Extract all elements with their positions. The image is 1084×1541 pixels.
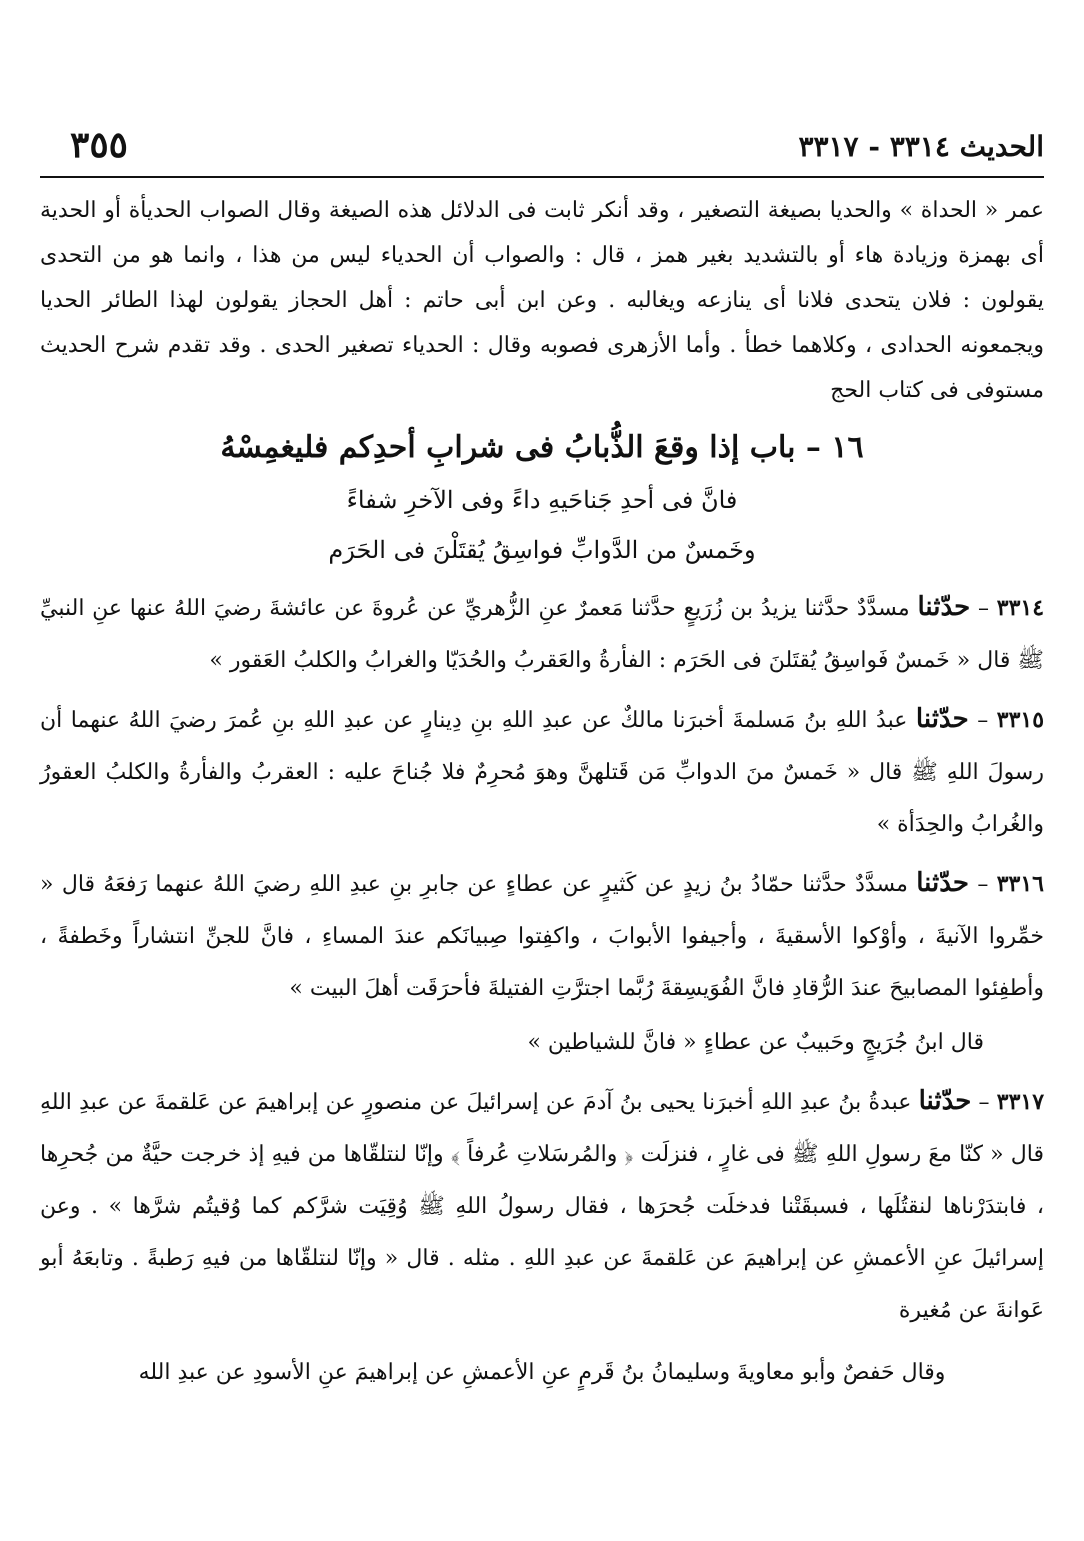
hadith-opening: حدّثنا xyxy=(916,868,969,898)
narration-note: قال ابنُ جُرَيجٍ وحَبيبٌ عن عطاءٍ « فانَّ للشياطين » xyxy=(527,1030,984,1055)
intro-paragraph: عمر « الحداة » والحديا بصيغة التصغير ، وقد أنكر ثابت فى الدلائل هذه الصيغة وقال الصواب الحديأة أو الحدية أى بهمزة وزيادة هاء أو بالتشديد بغير همز ، قال : والصواب أن الحدياء ليس من هذا ، وانما هو من التحدى يقولون : فلان يتحدى فلانا أى ينازعه ويغالبه . وعن ابن أبى حاتم : أهل الحجاز يقولون لهذا الطائر الحديا ويجمعونه الحدادى ، وكلاهما خطأ . وأما الأزهرى فصوبه وقال : الحدياء تصغير الحدى . وقد تقدم شرح الحديث مستوفى فى كتاب الحج xyxy=(40,198,1045,403)
hadith-3315 xyxy=(40,693,1044,851)
hadith-opening: حدّثنا xyxy=(918,1086,972,1116)
hadith-opening: حدّثنا xyxy=(915,704,969,734)
page xyxy=(40,120,1044,1399)
hadith-text: مسدَّدٌ حدَّثنا حمّادُ بنُ زيدٍ عن كَثيرٍ عن عطاءٍ عن جابرِ بنِ عبدِ اللهِ رضيَ اللهُ عنهما رَفعَهُ قال « خمِّروا الآنيةَ ، وأوْكوا الأسقيةَ ، وأجيفوا الأبوابَ ، واكفِتوا صِبيانَكم عندَ المساءِ ، فانَّ للجنِّ انتشاراً وخَطفةً ، وأطفِئوا المصابيحَ عندَ الرُّقادِ فانَّ الفُوَيسِقةَ رُبَّما اجترَّتِ الفتيلةَ فأحرَقَت أهلَ البيت » xyxy=(40,872,1044,1001)
page-header xyxy=(40,120,1044,176)
chapter-subtitle-1: فانَّ فى أحدِ جَناحَيهِ داءً وفى الآخرِ شفاءً xyxy=(346,486,738,514)
page-number: ٣٥٥ xyxy=(70,124,129,166)
hadith-3316 xyxy=(40,857,1044,1015)
hadith-text: عبدةُ بنُ عبدِ اللهِ أخبرَنا يحيى بنُ آدمَ عن إسرائيلَ عن منصورٍ عن إبراهيمَ عن عَلقمةَ عن عبدِ اللهِ قال « كنّا معَ رسولِ اللهِ ﷺ فى غارٍ ، فنزلَت ﴿ والمُرسَلاتِ عُرفاً ﴾ وإنّا لنتلقّاها من فيهِ إذ خرجت حيَّةٌ من جُحرِها ، فابتدَرْناها لنقتُلَها ، فسبقَتْنا فدخلَت جُحرَها ، فقال رسولُ اللهِ ﷺ وُقِيَت شرَّكم كما وُقيتُم شرَّها » . وعن إسرائيلَ عنِ الأعمشِ عن إبراهيمَ عن عَلقمةَ عن عبدِ اللهِ . مثله . قال « وإنّا لنتلقّاها من فيهِ رَطبةً . وتابعَهُ أبو عَوانةَ عن مُغيرة xyxy=(40,1090,1044,1323)
hadith-text: عبدُ اللهِ بنُ مَسلمةَ أخبرَنا مالكٌ عن عبدِ اللهِ بنِ دِينارٍ عن عبدِ اللهِ بنِ عُمرَ رضيَ اللهُ عنهما أن رسولَ اللهِ ﷺ قال « خَمسٌ منَ الدوابِّ مَن قَتلهنَّ وهوَ مُحرِمٌ فلا جُناحَ عليه : العقربُ والفأرةُ والكلبُ العقورُ والغُرابُ والحِدَأة » xyxy=(40,708,1044,837)
header-rule xyxy=(40,176,1044,178)
running-title: الحديث ٣٣١٤ - ٣٣١٧ xyxy=(798,130,1044,163)
hadith-dash: – xyxy=(968,708,989,733)
hadith-number: ٣٣١٧ xyxy=(996,1089,1045,1115)
hadith-number: ٣٣١٤ xyxy=(996,595,1045,621)
hadith-dash: – xyxy=(971,1090,990,1115)
chapter-block xyxy=(40,421,1044,575)
hadith-3314 xyxy=(40,581,1044,687)
final-line: وقال حَفصٌ وأبو معاويةَ وسليمانُ بنُ قَرمٍ عنِ الأعمشِ عن إبراهيمَ عنِ الأسودِ عن عبدِ الله xyxy=(138,1360,946,1385)
hadith-dash: – xyxy=(968,872,989,897)
hadith-opening: حدّثنا xyxy=(917,592,971,622)
hadith-dash: – xyxy=(970,596,989,621)
hadith-number: ٣٣١٦ xyxy=(996,871,1044,897)
hadith-number: ٣٣١٥ xyxy=(996,707,1045,733)
hadith-text: مسدَّدٌ حدَّثنا يزيدُ بن زُرَيعٍ حدَّثنا مَعمرٌ عنِ الزُّهريِّ عن عُروةَ عن عائشةَ رضيَ اللهُ عنها عنِ النبيِّ ﷺ قال « خَمسٌ فَواسِقُ يُقتَلنَ فى الحَرَم : الفأرةُ والعَقربُ والحُدَيّا والغرابُ والكلبُ العَقور » xyxy=(40,596,1044,673)
hadith-3317 xyxy=(40,1075,1044,1337)
chapter-subtitle-2: وخَمسٌ من الدَّوابِّ فواسِقُ يُقتَلْنَ فى الحَرَم xyxy=(328,536,756,564)
chapter-heading: ١٦ – باب إذا وقعَ الذُّبابُ فى شرابِ أحدِكم فليغمِسْهُ xyxy=(220,430,864,465)
